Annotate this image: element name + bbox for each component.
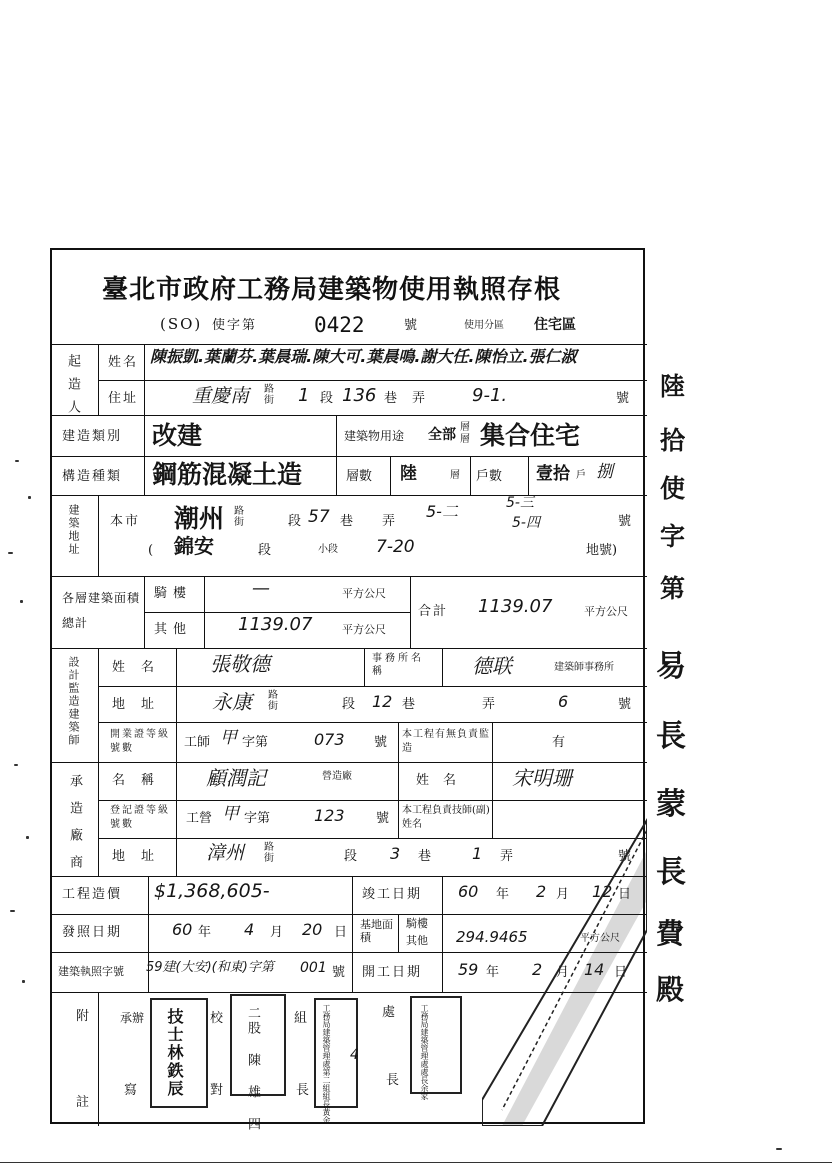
- rule: [52, 576, 647, 577]
- arcade-label: 騎樓: [154, 586, 193, 601]
- applicant-alley-unit: 弄: [412, 391, 428, 406]
- contractor-lane: 1: [472, 844, 483, 863]
- sig-chief-bottom: 長: [296, 1083, 312, 1098]
- architect-lane-unit: 巷: [402, 697, 418, 712]
- contractor-name: 顧潤記: [206, 766, 266, 790]
- households-value: 壹拾: [536, 464, 570, 484]
- area-section-label: 各層建築面積總計: [62, 591, 141, 630]
- site-other-value: 294.9465: [456, 928, 528, 946]
- adjacent-char: 長: [656, 719, 686, 754]
- issue-date-label: 發照日期: [62, 925, 123, 940]
- district-label: 使用分區: [464, 320, 504, 331]
- rule: [204, 576, 205, 648]
- rule: [398, 914, 399, 952]
- arcade-value: —: [252, 578, 270, 599]
- site-area-label: 基地面積: [360, 918, 393, 944]
- contractor-reg-prefix: 工營: [186, 811, 213, 826]
- site-sub-section-unit: 小段: [318, 544, 338, 555]
- site-lot-area: 錦安: [174, 534, 214, 558]
- applicant-road: 重慶南: [192, 385, 250, 407]
- applicant-name-label: 姓名: [108, 355, 139, 370]
- architect-number-unit: 號: [618, 697, 634, 712]
- sig-clerk-bottom: 寫: [124, 1083, 140, 1098]
- contractor-section-label: 承造廠商: [67, 774, 82, 882]
- permit-word-label: 使字第: [212, 318, 258, 333]
- issue-month-unit: 月: [270, 925, 286, 940]
- rule: [398, 722, 399, 800]
- rule: [52, 762, 647, 763]
- scan-speck: [10, 910, 15, 912]
- rule: [52, 648, 647, 649]
- architect-license-class: 甲: [220, 728, 237, 748]
- adjacent-char: 蒙: [656, 787, 686, 822]
- rule: [352, 876, 353, 914]
- issue-day-unit: 日: [334, 925, 350, 940]
- completion-year: 60: [458, 882, 479, 901]
- architect-license-word: 字第: [242, 735, 269, 750]
- rule: [52, 495, 647, 496]
- rule: [98, 495, 99, 576]
- architect-number: 6: [558, 692, 569, 711]
- architect-office-label: 事務所名稱: [372, 653, 424, 677]
- applicant-number-unit: 號: [616, 391, 632, 406]
- applicant-section-unit: 段: [320, 391, 336, 406]
- scan-speck: [26, 836, 29, 839]
- site-other-label: 其他: [406, 934, 428, 947]
- contractor-tech-label: 本工程負責技師(副)姓名: [402, 805, 490, 830]
- stamp-checker-text: 二股 陳 雄 四: [245, 1006, 260, 1132]
- sig-chief-top: 組: [294, 1011, 310, 1026]
- contractor-section-unit: 段: [344, 849, 360, 864]
- architect-license-no: 073: [314, 730, 345, 749]
- building-use: 集合住宅: [480, 421, 581, 450]
- cost-value: $1,368,605-: [154, 880, 270, 902]
- issue-year: 60: [172, 920, 193, 939]
- rule: [442, 648, 443, 686]
- building-use-label: 建築物用途: [344, 429, 405, 443]
- rule: [144, 612, 410, 613]
- floors-unit: 層: [450, 470, 460, 481]
- site-city: 本市: [110, 514, 141, 529]
- scan-speck: [20, 600, 23, 603]
- contractor-road-unit: 路 街: [264, 842, 274, 864]
- rule: [364, 648, 365, 686]
- rule: [336, 456, 337, 495]
- form-title: 臺北市政府工務局建築物使用執照存根: [102, 275, 562, 305]
- rule: [98, 380, 647, 381]
- rule: [336, 415, 337, 456]
- contractor-reg-label: 登記證等級號數: [110, 805, 170, 830]
- other-area-unit: 平方公尺: [342, 623, 386, 636]
- contractor-name-suffix: 營造廠: [322, 771, 352, 782]
- district-value: 住宅區: [534, 317, 576, 333]
- rule: [98, 344, 99, 415]
- architect-license-prefix: 工師: [184, 735, 211, 750]
- adjacent-char: 第: [660, 574, 686, 603]
- start-date-label: 開工日期: [362, 965, 423, 980]
- rule: [176, 648, 177, 876]
- rule: [352, 914, 353, 992]
- building-permit-label: 建築執照字號: [58, 965, 124, 978]
- contractor-alley-unit: 弄: [500, 849, 516, 864]
- site-number-unit: 號: [618, 514, 634, 529]
- architect-license-unit: 號: [374, 735, 390, 750]
- permit-number-suffix: 號: [404, 318, 420, 333]
- adjacent-char: 使: [660, 474, 686, 503]
- rule: [98, 992, 99, 1126]
- contractor-section: 3: [390, 844, 401, 863]
- issue-day: 20: [302, 920, 323, 939]
- floors-label: 層數: [346, 469, 373, 484]
- other-area-value: 1139.07: [238, 614, 313, 635]
- rule: [144, 415, 145, 496]
- rule: [410, 576, 411, 648]
- scan-speck: [14, 764, 18, 766]
- rule: [98, 686, 647, 687]
- total-area-value: 1139.07: [478, 596, 553, 617]
- contractor-reg-class: 甲: [222, 804, 239, 824]
- architect-name-label: 姓名: [112, 660, 171, 675]
- households-unit: 戶: [576, 470, 586, 481]
- sig-clerk-top: 承辦: [120, 1011, 145, 1025]
- architect-office: 德联: [472, 654, 512, 678]
- overlay-mark: 4: [350, 1047, 359, 1063]
- site-section-unit: 段: [288, 514, 304, 529]
- site-area-unit: 平方公尺: [580, 933, 620, 944]
- issue-month: 4: [244, 920, 255, 939]
- adjacent-char: 長: [656, 855, 686, 890]
- construction-type: 改建: [152, 421, 203, 450]
- permit-number: 0422: [314, 313, 365, 337]
- households-alt: 捌: [596, 462, 613, 482]
- site-lot-suffix: 地號): [586, 543, 618, 558]
- adjacent-char: 費: [656, 917, 685, 950]
- start-year-unit: 年: [486, 965, 502, 980]
- sig-director-bottom: 長: [386, 1073, 402, 1088]
- rule: [52, 344, 647, 345]
- structure-label: 構造種類: [62, 469, 123, 484]
- arcade-unit: 平方公尺: [342, 587, 386, 600]
- rule: [52, 415, 647, 416]
- site-number-c: 5-四: [512, 515, 540, 531]
- site-section-label: 建築地址: [67, 504, 80, 556]
- architect-address-label: 地址: [112, 697, 171, 712]
- permit-year-prefix: (SO): [160, 315, 203, 333]
- scan-speck: [15, 460, 19, 462]
- architect-road: 永康: [212, 690, 252, 714]
- site-lane: 57: [308, 507, 330, 527]
- sig-check-bottom: 對: [210, 1083, 226, 1098]
- contractor-rep-label: 姓名: [416, 773, 471, 788]
- start-day: 14: [584, 960, 605, 979]
- stamp-director-text: 工務局建築管理處處長余家: [420, 1004, 429, 1100]
- building-permit-number: 001: [300, 960, 327, 976]
- architect-road-unit: 路 街: [268, 690, 278, 712]
- site-alley-unit: 弄: [382, 514, 398, 529]
- building-permit-value: 59建(大安)(和東)字第: [146, 960, 274, 975]
- scan-speck: [28, 496, 31, 499]
- rule: [492, 722, 493, 800]
- start-day-unit: 日: [614, 965, 630, 980]
- adjacent-char: 殿: [656, 973, 685, 1006]
- scan-speck: [8, 552, 13, 554]
- architect-lane: 12: [372, 692, 393, 711]
- start-month-unit: 月: [556, 965, 572, 980]
- start-month: 2: [532, 960, 543, 979]
- contractor-road: 漳州: [206, 842, 245, 864]
- completion-day: 12: [592, 882, 613, 901]
- completion-month: 2: [536, 882, 547, 901]
- start-year: 59: [458, 960, 479, 979]
- rule: [390, 456, 391, 495]
- rule: [144, 576, 145, 648]
- completion-day-unit: 日: [618, 887, 634, 902]
- scan-speck: [776, 1148, 782, 1150]
- site-paren-open: (: [148, 543, 156, 558]
- diagonal-seal-band: [482, 810, 647, 1126]
- notes-label-top: 附: [76, 1009, 92, 1024]
- cost-label: 工程造價: [62, 887, 123, 902]
- applicant-road-unit: 路 街: [264, 384, 274, 406]
- architect-supervise-label: 本工程有無負責監造: [402, 729, 490, 754]
- sig-director-top: 處: [382, 1005, 398, 1020]
- issue-year-unit: 年: [198, 925, 214, 940]
- site-road: 潮州: [174, 504, 225, 533]
- building-permit-number-unit: 號: [332, 965, 346, 980]
- site-number-a: 5-二: [426, 502, 458, 521]
- contractor-rep: 宋明珊: [512, 766, 572, 790]
- total-area-unit: 平方公尺: [584, 605, 628, 618]
- building-use-floors: 全部: [428, 427, 456, 443]
- rule: [144, 344, 145, 415]
- completion-month-unit: 月: [556, 887, 572, 902]
- permit-form: [50, 248, 645, 1132]
- contractor-reg-word: 字第: [244, 811, 271, 826]
- adjacent-page-edge: [652, 360, 692, 1020]
- stamp-clerk: [150, 998, 208, 1108]
- stamp-chief-text: 工務局建築管理處第二組組長黃余: [322, 1004, 331, 1124]
- rule: [470, 456, 471, 495]
- applicant-number: 9-1.: [472, 385, 508, 406]
- floors-value: 陸: [400, 464, 417, 484]
- site-lane-unit: 巷: [340, 514, 356, 529]
- building-use-floor-units: 層 層: [460, 422, 470, 445]
- contractor-reg-unit: 號: [376, 811, 392, 826]
- scan-speck: [22, 980, 25, 983]
- rule: [98, 648, 99, 876]
- stamp-director: [410, 996, 462, 1100]
- site-road-unit: 路 街: [234, 506, 244, 528]
- applicant-address-label: 住址: [108, 391, 139, 406]
- contractor-name-label: 名稱: [112, 773, 171, 788]
- contractor-number-unit: 號: [618, 849, 634, 864]
- adjacent-char: 拾: [660, 426, 686, 455]
- architect-license-label: 開業證等級號數: [110, 729, 170, 754]
- architect-alley-unit: 弄: [482, 697, 498, 712]
- households-label: 戶數: [476, 469, 503, 484]
- architect-supervise-value: 有: [552, 735, 568, 750]
- architect-office-suffix: 建築師事務所: [554, 662, 614, 673]
- sig-check-top: 校: [210, 1011, 226, 1026]
- rule: [442, 876, 443, 992]
- applicant-lane-unit: 巷: [384, 391, 400, 406]
- rule: [398, 800, 399, 838]
- other-area-label: 其他: [154, 622, 193, 637]
- applicant-names: 陳振凱.葉蘭芬.葉晨瑞.陳大可.葉晨鳴.謝大任.陳怡立.張仁淑: [150, 347, 577, 366]
- site-lot-area-unit: 段: [258, 543, 272, 558]
- structure-value: 鋼筋混凝土造: [152, 460, 303, 489]
- site-lot-number: 7-20: [376, 537, 415, 557]
- adjacent-char: 字: [660, 522, 686, 551]
- contractor-lane-unit: 巷: [418, 849, 434, 864]
- rule: [98, 800, 647, 801]
- adjacent-char: 易: [656, 649, 686, 684]
- rule: [528, 456, 529, 495]
- construction-type-label: 建造類別: [62, 429, 123, 444]
- architect-section-unit: 段: [342, 697, 358, 712]
- site-number-b: 5-三: [506, 495, 534, 511]
- architect-name: 張敬德: [210, 652, 270, 676]
- stamp-checker: [230, 994, 286, 1132]
- rule: [98, 722, 647, 723]
- completion-label: 竣工日期: [362, 887, 423, 902]
- rule: [52, 456, 647, 457]
- completion-year-unit: 年: [496, 887, 512, 902]
- applicant-section-label: 起造人: [65, 354, 80, 423]
- contractor-reg-no: 123: [314, 806, 345, 825]
- applicant-lane: 136: [342, 385, 377, 406]
- architect-section-label: 設計監造建築師: [67, 656, 80, 747]
- bottom-edge-line: [0, 1162, 832, 1163]
- applicant-section: 1: [298, 385, 310, 406]
- stamp-clerk-text: 技士林鉄辰: [165, 1008, 184, 1098]
- notes-label-bottom: 註: [76, 1095, 92, 1110]
- adjacent-char: 陸: [660, 372, 686, 401]
- contractor-address-label: 地址: [112, 849, 171, 864]
- site-arcade-label: 騎樓: [406, 917, 428, 930]
- total-area-label: 合計: [418, 604, 449, 619]
